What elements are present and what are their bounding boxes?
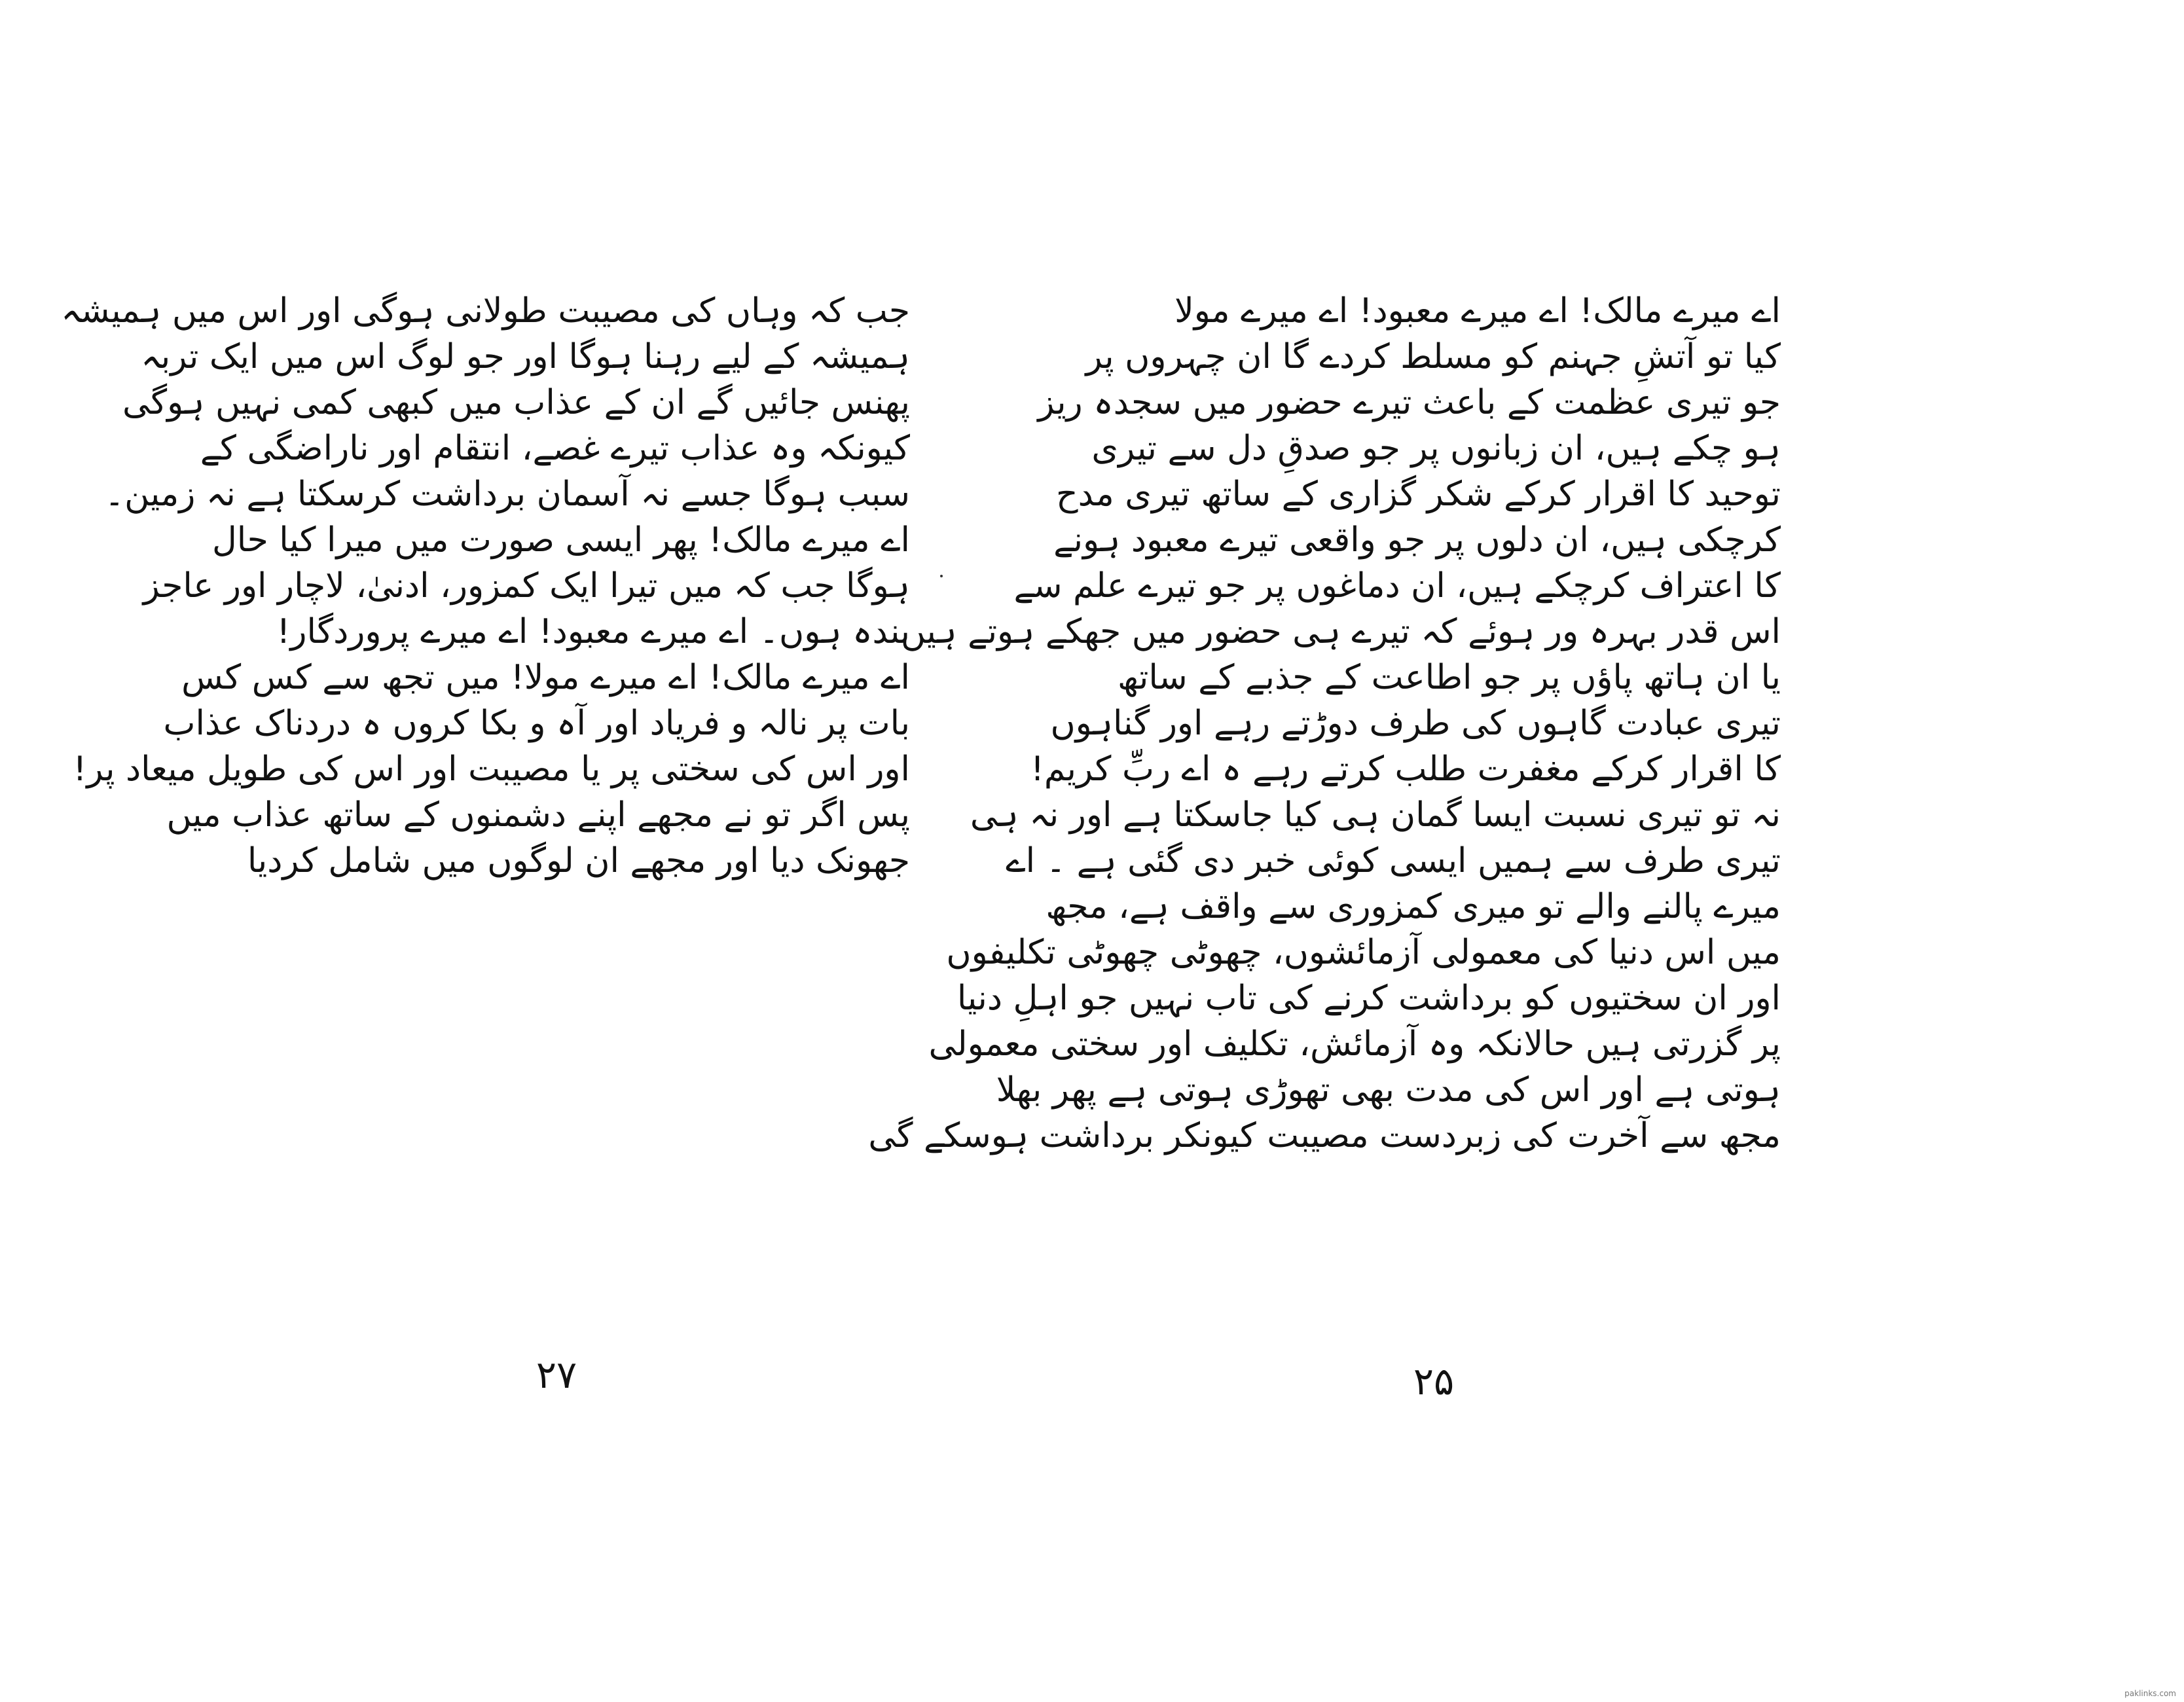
page-number-right: ۲۵ <box>1413 1359 1455 1403</box>
text-line: کیا تو آتشِ جہنم کو مسلط کردے گا ان چہروں پر <box>1085 337 1781 376</box>
text-line: کیونکہ وہ عذاب تیرے غصے، انتقام اور ناراضگی کے <box>200 429 910 468</box>
watermark: paklinks.com <box>2124 1689 2176 1698</box>
text-line: مجھ سے آخرت کی زبردست مصیبت کیونکر برداشت ہوسکے گی <box>868 1116 1781 1155</box>
page-number-left: ۲۷ <box>536 1352 577 1397</box>
text-line: بات پر نالہ و فریاد اور آہ و بکا کروں ہ دردناک عذاب <box>163 704 910 743</box>
text-line: تیری طرف سے ہمیں ایسی کوئی خبر دی گئی ہے ۔ اے <box>1006 841 1781 880</box>
text-line: ہوتی ہے اور اس کی مدت بھی تھوڑی ہوتی ہے پھر بھلا <box>996 1070 1781 1110</box>
text-line: اے میرے مالک! اے میرے معبود! اے میرے مولا <box>1174 291 1781 331</box>
text-line: جو تیری عظمت کے باعث تیرے حضور میں سجدہ ریز <box>1038 383 1781 422</box>
text-line: میں اس دنیا کی معمولی آزمائشوں، چھوٹی چھوٹی تکلیفوں <box>946 933 1781 972</box>
text-line: کا اعتراف کرچکے ہیں، ان دماغوں پر جو تیرے علم سے <box>1013 566 1781 606</box>
text-line: یا ان ہاتھ پاؤں پر جو اطاعت کے جذبے کے ساتھ <box>1117 658 1781 697</box>
text-line: پر گزرتی ہیں حالانکہ وہ آزمائش، تکلیف اور سختی معمولی <box>928 1024 1781 1064</box>
text-line: کا اقرار کرکے مغفرت طلب کرتے رہے ہ اے ربِّ کریم! <box>1030 750 1781 789</box>
text-line: توحید کا اقرار کرکے شکر گزاری کے ساتھ تیری مدح <box>1056 475 1781 514</box>
text-line: ہو چکے ہیں، ان زبانوں پر جو صدقِ دل سے تیری <box>1091 429 1781 468</box>
scan-speck <box>940 575 943 577</box>
text-line: تیری عبادت گاہوں کی طرف دوڑتے رہے اور گناہوں <box>1050 704 1781 743</box>
text-line: نہ تو تیری نسبت ایسا گمان ہی کیا جاسکتا ہے اور نہ ہی <box>970 795 1781 835</box>
text-line: اس قدر بہرہ ور ہوئے کہ تیرے ہی حضور میں جھکے ہوتے ہیں <box>900 612 1781 651</box>
text-line: اور اس کی سختی پر یا مصیبت اور اس کی طویل میعاد پر! <box>73 750 910 789</box>
text-line: سبب ہوگا جسے نہ آسمان برداشت کرسکتا ہے نہ زمین۔ <box>104 475 910 514</box>
text-line: ہمیشہ کے لیے رہنا ہوگا اور جو لوگ اس میں ایک تربہ <box>141 337 910 376</box>
text-line: اے میرے مالک! اے میرے مولا! میں تجھ سے کس کس <box>181 658 910 697</box>
text-line: کرچکی ہیں، ان دلوں پر جو واقعی تیرے معبود ہونے <box>1053 520 1781 560</box>
text-line: جھونک دیا اور مجھے ان لوگوں میں شامل کردیا <box>247 841 910 880</box>
text-line: پس اگر تو نے مجھے اپنے دشمنوں کے ساتھ عذاب میں <box>166 795 910 835</box>
left-page-text <box>61 288 910 884</box>
text-line: اور ان سختیوں کو برداشت کرنے کی تاب نہیں جو اہلِ دنیا <box>956 979 1781 1018</box>
text-line: بندہ ہوں۔ اے میرے معبود! اے میرے پروردگار! <box>276 612 910 651</box>
text-line: پھنس جائیں گے ان کے عذاب میں کبھی کمی نہیں ہوگی <box>122 383 910 422</box>
right-page-text <box>868 288 1781 1159</box>
text-line: ہوگا جب کہ میں تیرا ایک کمزور، ادنیٰ، لاچار اور عاجز <box>143 566 910 606</box>
text-line: جب کہ وہاں کی مصیبت طولانی ہوگی اور اس میں ہمیشہ <box>61 291 910 331</box>
text-line: میرے پالنے والے تو میری کمزوری سے واقف ہے، مجھ <box>1046 887 1781 926</box>
text-line: اے میرے مالک! پھر ایسی صورت میں میرا کیا حال <box>211 520 910 560</box>
